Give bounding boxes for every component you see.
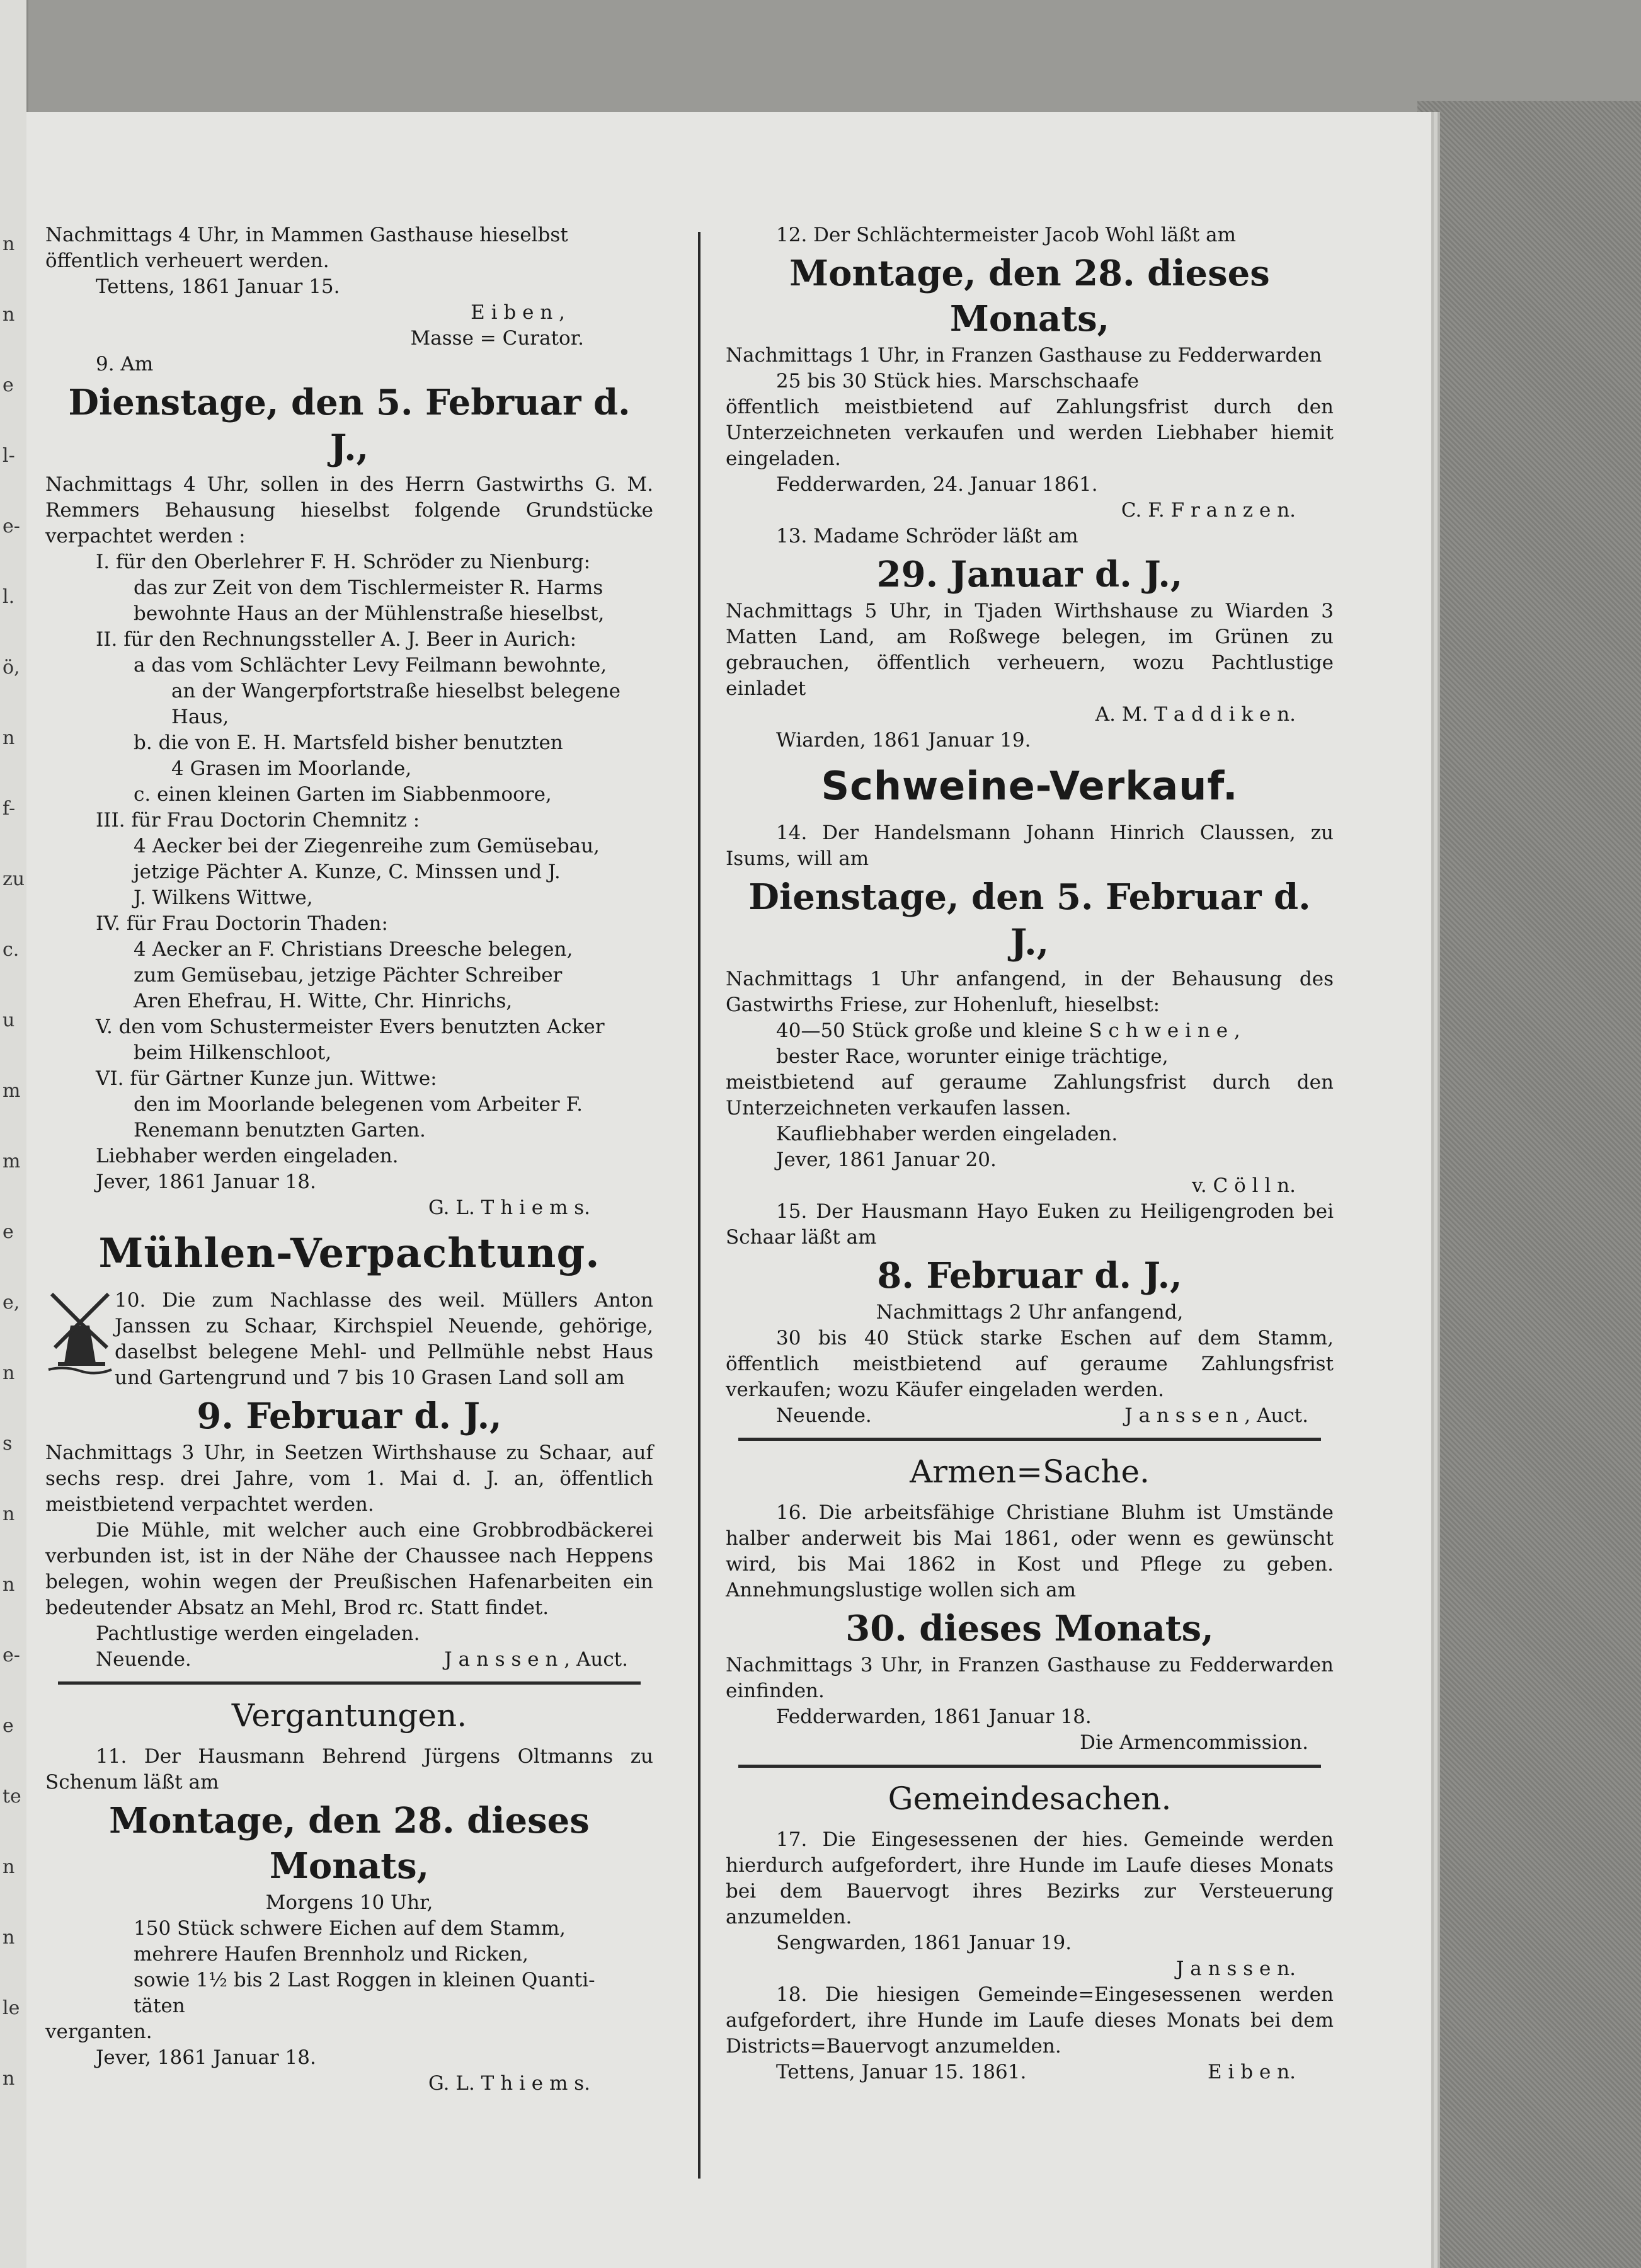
property-item: Aren Ehefrau, H. Witte, Chr. Hinrichs, [134, 990, 513, 1012]
notice-text: 10. Die zum Nachlasse des weil. Müllers Anton Janssen zu Schaar, Kirchspiel Neuende, gehörige, daselbst belegene Mehl- und Pellmühle nebst Haus und Gartengrund und 7 bis 10 Grasen Land soll am [115, 1289, 653, 1389]
section-heading: Vergantungen. [231, 1697, 467, 1734]
margin-fragment: e [3, 374, 14, 396]
notice-text: Nachmittags 3 Uhr, in Seetzen Wirthshause zu Schaar, auf sechs resp. drei Jahre, vom 1. Mai d. J. an, öffentlich meistbietend verpachtet werden. [45, 1441, 653, 1516]
notice-text: meistbietend auf geraume Zahlungsfrist durch den Unterzeichneten verkaufen lassen. [726, 1071, 1334, 1120]
margin-fragment: m [3, 1150, 21, 1172]
property-item: I. für den Oberlehrer F. H. Schröder zu Nienburg: [96, 551, 591, 573]
text-line: öffentlich verheuert werden. [45, 249, 329, 272]
dateline: Wiarden, 1861 Januar 19. [776, 729, 1031, 752]
notice-text: 30 bis 40 Stück starke Eschen auf dem Stamm, öffentlich meistbietend auf geraume Zahlungsfrist verkaufen; wozu Käufer eingeladen werden. [726, 1327, 1334, 1401]
margin-fragment: n [3, 2068, 15, 2090]
margin-fragment: le [3, 1997, 20, 2019]
margin-fragment: f- [3, 798, 16, 820]
property-item: V. den vom Schustermeister Evers benutzten Acker [96, 1016, 605, 1038]
notice-date: 8. Februar d. J., [877, 1255, 1182, 1297]
signature: J a n s s e n , Auct. [1124, 1404, 1308, 1427]
signature-role: Masse = Curator. [410, 327, 584, 350]
notice-text: Nachmittags 4 Uhr, sollen in des Herrn Gastwirths G. M. Remmers Behausung hieselbst folgende Grundstücke verpachtet werden : [45, 473, 653, 547]
margin-fragment: te [3, 1785, 21, 1807]
signature: J a n s s e n , Auct. [444, 1648, 628, 1671]
dateline: Fedderwarden, 24. Januar 1861. [776, 473, 1098, 496]
notice-text: 17. Die Eingesessenen der hies. Gemeinde werden hierdurch aufgefordert, ihre Hunde im Laufe dieses Monats bei dem Bauervogt ihres Bezirks zur Versteuerung anzumelden. [726, 1828, 1334, 1928]
property-item: an der Wangerpfortstraße hieselbst belegene [171, 680, 621, 702]
section-rule [58, 1681, 641, 1685]
property-item: den im Moorlande belegenen vom Arbeiter F. [134, 1093, 583, 1116]
margin-fragment: n [3, 304, 15, 326]
dateline: Sengwarden, 1861 Januar 19. [776, 1932, 1072, 1954]
signature: v. C ö l l n. [1192, 1174, 1296, 1197]
notice-date: 30. dieses Monats, [845, 1608, 1214, 1649]
notice-date: 9. Februar d. J., [197, 1395, 502, 1437]
book-binding [1417, 101, 1641, 2268]
margin-fragment: l- [3, 445, 15, 467]
dateline: Fedderwarden, 1861 Januar 18. [776, 1705, 1092, 1728]
property-item: c. einen kleinen Garten im Siabbenmoore, [134, 783, 552, 806]
notice-date: Dienstage, den 5. Februar d. J., [748, 876, 1311, 963]
margin-fragment: n [3, 1503, 15, 1525]
section-heading: Armen=Sache. [910, 1453, 1150, 1490]
windmill-icon [45, 1288, 115, 1376]
invitation: Pachtlustige werden eingeladen. [96, 1622, 420, 1645]
place: Neuende. [776, 1404, 872, 1427]
property-item: Haus, [171, 706, 229, 728]
property-item: J. Wilkens Wittwe, [134, 886, 313, 909]
signature-row [726, 2059, 1334, 2085]
property-item: IV. für Frau Doctorin Thaden: [96, 912, 388, 935]
property-item: III. für Frau Doctorin Chemnitz : [96, 809, 420, 832]
left-column [45, 222, 653, 2097]
margin-fragment: n [3, 1856, 15, 1878]
margin-fragment: c. [3, 939, 20, 961]
property-item: Renemann benutzten Garten. [134, 1119, 426, 1142]
signature: A. M. T a d d i k e n. [1095, 703, 1296, 726]
item-line: täten [134, 1995, 185, 2017]
property-item: b. die von E. H. Martsfeld bisher benutzten [134, 731, 563, 754]
place: Neuende. [96, 1648, 192, 1671]
notice-text: Nachmittags 1 Uhr, in Franzen Gasthause zu Fedderwarden [726, 344, 1322, 367]
dateline: Jever, 1861 Januar 20. [776, 1148, 997, 1171]
notice-text: 18. Die hiesigen Gemeinde=Eingesessenen werden aufgefordert, ihre Hunde im Laufe dieses Monats bei dem Districts=Bauervogt anzumelden. [726, 1983, 1334, 2058]
invitation: Kaufliebhaber werden eingeladen. [776, 1123, 1118, 1145]
margin-fragment: n [3, 727, 15, 749]
notice-16 [726, 1500, 1334, 1756]
property-item: beim Hilkenschloot, [134, 1041, 332, 1064]
dateline: Jever, 1861 Januar 18. [96, 2046, 316, 2069]
margin-fragment: e [3, 1221, 14, 1243]
signature: E i b e n , [471, 301, 565, 324]
previous-page-edge [0, 0, 28, 2268]
dateline: Tettens, Januar 15. 1861. [776, 2061, 1027, 2083]
notice-text: 16. Die arbeitsfähige Christiane Bluhm ist Umstände halber anderweit bis Mai 1861, oder wenn es gewünscht wird, bis Mai 1862 in Kost und Pflege zu geben. Annehmungslustige wollen sich am [726, 1501, 1334, 1601]
notice-text: 11. Der Hausmann Behrend Jürgens Oltmanns zu Schenum läßt am [45, 1745, 653, 1794]
notice-date: Montage, den 28. dieses Monats, [109, 1800, 590, 1887]
text-line: Nachmittags 4 Uhr, in Mammen Gasthause hieselbst [45, 224, 568, 246]
item-line: 150 Stück schwere Eichen auf dem Stamm, [134, 1917, 566, 1940]
notice-text: Nachmittags 3 Uhr, in Franzen Gasthause zu Fedderwarden einfinden. [726, 1654, 1334, 1702]
invitation: Liebhaber werden eingeladen. [96, 1145, 399, 1167]
notice-12 [726, 222, 1334, 524]
notice-text: Nachmittags 5 Uhr, in Tjaden Wirthshause zu Wiarden 3 Matten Land, am Roßwege belegen, im Grünen zu gebrauchen, öffentlich verheuern, wozu Pachtlustige einladet [726, 600, 1334, 700]
property-item: 4 Aecker an F. Christians Dreesche belegen, [134, 938, 573, 961]
item-line: 25 bis 30 Stück hies. Marschschaafe [776, 370, 1139, 392]
margin-fragment: u [3, 1009, 15, 1031]
notice-text: 13. Madame Schröder läßt am [776, 525, 1078, 547]
property-item: VI. für Gärtner Kunze jun. Wittwe: [96, 1067, 437, 1090]
signature: J a n s s e n. [1176, 1957, 1296, 1980]
notice-18 [726, 1982, 1334, 2085]
notice-10 [45, 1227, 653, 1673]
notice-date: 29. Januar d. J., [876, 554, 1183, 595]
item-line: sowie 1½ bis 2 Last Roggen in kleinen Quanti- [134, 1969, 595, 1991]
signature-row [45, 1647, 653, 1673]
notice-9 [45, 352, 653, 1221]
margin-fragment: e- [3, 1644, 20, 1666]
margin-fragment: zu [3, 868, 25, 890]
property-item: bewohnte Haus an der Mühlenstraße hieselbst, [134, 602, 605, 625]
signature: C. F. F r a n z e n. [1121, 499, 1296, 522]
mill-paragraph [45, 1288, 653, 1391]
dateline: Jever, 1861 Januar 18. [96, 1171, 316, 1193]
notice-11 [45, 1744, 653, 2097]
notice-text: Nachmittags 1 Uhr anfangend, in der Behausung des Gastwirths Friese, zur Hohenluft, hieselbst: [726, 968, 1334, 1016]
signature-row [726, 1403, 1334, 1429]
notice-text: 12. Der Schlächtermeister Jacob Wohl läßt am [776, 224, 1237, 246]
item-line: mehrere Haufen Brennholz und Ricken, [134, 1943, 529, 1966]
margin-fragment: ö, [3, 656, 20, 679]
property-item: 4 Aecker bei der Ziegenreihe zum Gemüsebau, [134, 835, 600, 857]
notice-13 [726, 524, 1334, 753]
margin-fragment: n [3, 1927, 15, 1949]
notice-15 [726, 1199, 1334, 1429]
notice-continued [45, 222, 653, 352]
newspaper-page [26, 112, 1431, 2268]
property-item: jetzige Pächter A. Kunze, C. Minssen und J. [134, 861, 561, 883]
right-column [726, 222, 1334, 2085]
margin-fragment: s [3, 1433, 13, 1455]
notice-text: 14. Der Handelsmann Johann Hinrich Claussen, zu Isums, will am [726, 822, 1334, 870]
property-item: 4 Grasen im Moorlande, [171, 757, 412, 780]
notice-14 [726, 760, 1334, 1199]
section-heading: Gemeindesachen. [888, 1780, 1172, 1817]
notice-text: Die Mühle, mit welcher auch eine Grobbrodbäckerei verbunden ist, ist in der Nähe der Chaussee nach Heppens belegen, wohin wegen der Preußischen Hafenarbeiten ein bedeutender Absatz an Mehl, Brod rc. Statt findet. [45, 1519, 653, 1619]
headline: Schweine-Verkauf. [821, 763, 1238, 809]
margin-fragment: n [3, 233, 15, 255]
property-item: das zur Zeit von dem Tischlermeister R. Harms [134, 576, 603, 599]
item-line: bester Race, worunter einige trächtige, [776, 1045, 1169, 1068]
dateline: Tettens, 1861 Januar 15. [96, 275, 340, 298]
property-item: zum Gemüsebau, jetzige Pächter Schreiber [134, 964, 563, 987]
column-rule [698, 232, 700, 2179]
signature: G. L. T h i e m s. [428, 1196, 590, 1219]
property-list [45, 549, 653, 1143]
notice-date: Montage, den 28. dieses Monats, [789, 253, 1270, 340]
property-item: II. für den Rechnungssteller A. J. Beer in Aurich: [96, 628, 577, 651]
notice-number: 9. Am [96, 353, 154, 375]
signature: Die Armencommission. [1080, 1731, 1308, 1754]
margin-fragment: l. [3, 586, 15, 608]
item-line: 40—50 Stück große und kleine S c h w e i n e , [776, 1019, 1240, 1042]
headline: Mühlen-Verpachtung. [98, 1230, 600, 1277]
notice-text: öffentlich meistbietend auf Zahlungsfrist durch den Unterzeichneten verkaufen und werden Liebhaber hiemit eingeladen. [726, 396, 1334, 470]
margin-fragment: m [3, 1080, 21, 1102]
section-rule [738, 1438, 1321, 1441]
margin-fragment: e, [3, 1292, 20, 1314]
notice-text: 15. Der Hausmann Hayo Euken zu Heiligengroden bei Schaar läßt am [726, 1200, 1334, 1249]
margin-fragment: e- [3, 515, 20, 537]
notice-time: Nachmittags 2 Uhr anfangend, [876, 1301, 1184, 1324]
signature: E i b e n. [1208, 2061, 1296, 2083]
notice-date: Dienstage, den 5. Februar d. J., [68, 382, 631, 469]
notice-17 [726, 1827, 1334, 1982]
signature: G. L. T h i e m s. [428, 2072, 590, 2095]
margin-fragment: n [3, 1574, 15, 1596]
section-rule [738, 1765, 1321, 1768]
text-line: verganten. [45, 2020, 152, 2043]
margin-fragment: e [3, 1715, 14, 1737]
notice-time: Morgens 10 Uhr, [265, 1891, 433, 1914]
margin-fragment: n [3, 1362, 15, 1384]
property-item: a das vom Schlächter Levy Feilmann bewohnte, [134, 654, 607, 677]
